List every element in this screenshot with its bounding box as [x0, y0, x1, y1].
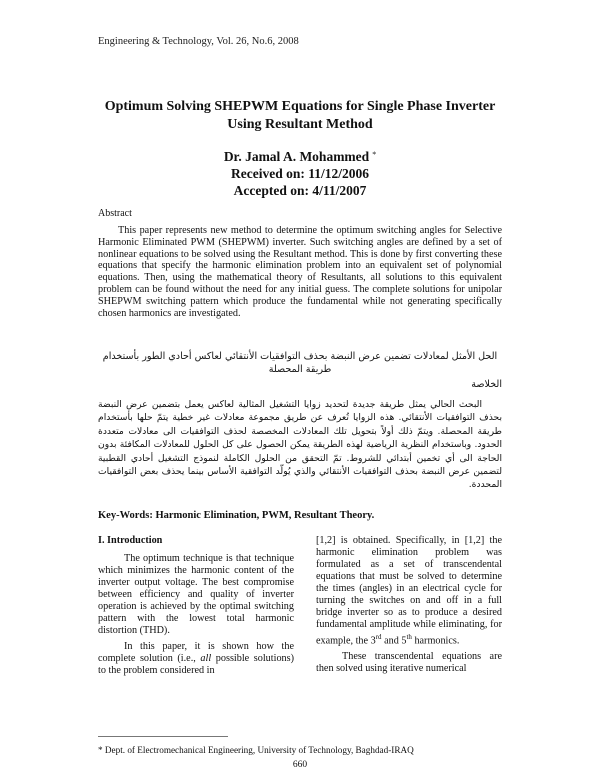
superscript-th: th [406, 633, 412, 641]
abstract-text: This paper represents new method to determine the optimum switching angles for Selective Harmonic Eliminated PWM (SHEPWM) inverter. Such switching angles are defined by a set of nonlinear equations to be solved using the Resultant method. This is done by first converting these equations that specify the harmonic elimination problem into an equivalent set of polynomial equations. Then, using the mathematical theory of Resultants, all solutions to this equivalent problem can be found without the need for any initial guess. The complete solutions for unipolar SHEPWM switching pattern which produce the fundamental while not generating specifically chosen harmonics are investigated. [98, 225, 502, 319]
keywords: Key-Words: Harmonic Elimination, PWM, Resultant Theory. [98, 510, 375, 521]
arabic-abstract-heading: الخلاصة [471, 379, 502, 390]
intro-paragraph-3-and: and 5 [381, 635, 407, 647]
arabic-abstract-text: البحث الحالي يمثل طريقة جديدة لتحديد زوايا التشغيل المثالية لعاكس يعمل بتضمين عرض النبضة بحذف التوافقيات الأنتقائي. هذه الزوايا تُعرف عن طريق مجموعة معادلات غير خطية يتمّ حلها بأستخدام طريقة المحصلة. ويتمّ ذلك أولاً بتحويل تلك المعادلات المخصصة لحذف التوافقيات الى معادلات متعددة الحدود. وباستخدام النظرية الرياضية لهذه الطريقة يمكن الحصول على كل الحلول للمعادلات المكافئة بدون الحاجة الى أي تخمين أبتدائي للشروط. تمّ التحقق من الحلول الكاملة لنموذج التشغيل أحادي القطبية لتضمين عرض النبضة بحذف التوافقيات الأنتقائي والذي يُولّد التوافقية الأساس بينما يحذف بعض التوافقيات المحددة. [98, 399, 502, 491]
intro-paragraph-3-start: [1,2] is obtained. Specifically, in [1,2] the harmonic elimination problem was formulated as a set of transcendental equations that must be solved to determine the times (angles) in an electrical cycle for turning the switches on and off in a full bridge inverter so as to produce a desired fundamental amplitude while eliminating, for example, the 3 [316, 535, 502, 647]
right-column [316, 535, 502, 679]
introduction-heading: I. Introduction [98, 535, 163, 546]
intro-paragraph-2-end: possible solutions) to the problem considered in [98, 653, 294, 676]
intro-paragraph-2 [98, 641, 294, 677]
left-column [98, 535, 294, 681]
intro-paragraph-2-start: In this paper, it is shown how the complete solution (i.e., [98, 641, 294, 664]
author-line [60, 148, 540, 165]
arabic-title: الحل الأمثل لمعادلات تضمين عرض النبضة بحذف التوافقيات الأنتقائي لعاكس أحادي الطور بأستخدام طريقة المحصلة [102, 351, 498, 375]
intro-paragraph-3 [316, 535, 502, 647]
title-line-1: Optimum Solving SHEPWM Equations for Single Phase Inverter [104, 99, 496, 114]
intro-paragraph-3-end: harmonics. [411, 635, 460, 647]
paper-title [60, 98, 540, 134]
author-block [60, 148, 540, 199]
author-name: Dr. Jamal A. Mohammed [223, 149, 370, 164]
abstract-heading: Abstract [98, 208, 132, 219]
intro-paragraph-1: The optimum technique is that technique which minimizes the harmonic content of the inverter output voltage. The best compromise between efficiency and quality of inverter operation is achieved by the optimal switching pattern with the lowest total harmonic distortion (THD). [98, 553, 294, 636]
footnote: * Dept. of Electromechanical Engineering, University of Technology, Baghdad-IRAQ [98, 745, 414, 755]
intro-paragraph-4: These transcendental equations are then solved using iterative numerical [316, 651, 502, 675]
received-date: Received on: 11/12/2006 [231, 166, 369, 181]
accepted-date: Accepted on: 4/11/2007 [233, 183, 367, 198]
author-footnote-marker: * [372, 150, 377, 159]
italic-all: all [200, 653, 212, 664]
running-head: Engineering & Technology, Vol. 26, No.6, 2008 [98, 36, 299, 47]
page-number: 660 [292, 760, 308, 770]
title-line-2: Using Resultant Method [227, 117, 373, 132]
superscript-rd: rd [375, 633, 382, 641]
footnote-rule [98, 736, 228, 737]
